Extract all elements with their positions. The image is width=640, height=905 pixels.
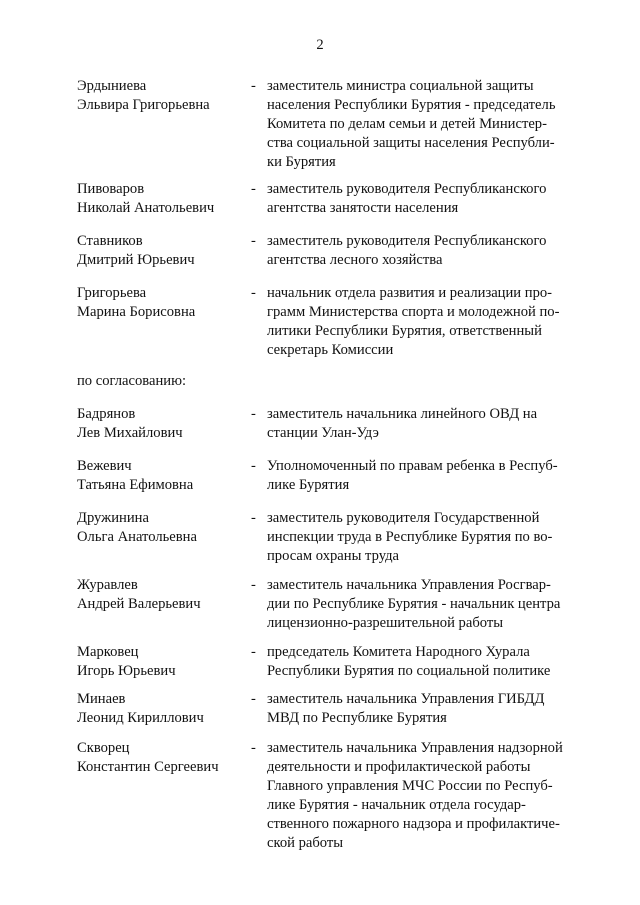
member-name [77, 405, 247, 443]
page-number: 2 [316, 37, 324, 53]
position-line: агентства занятости населения [267, 200, 459, 216]
member-name [77, 180, 247, 218]
position-line: агентства лесного хозяйства [267, 252, 443, 268]
member-name [77, 284, 247, 322]
section-label-by-agreement: по согласованию: [77, 373, 187, 389]
position-line: населения Республики Бурятия - председатель [267, 97, 556, 113]
position-line: председатель Комитета Народного Хурала [267, 644, 530, 660]
position-line: ской работы [267, 835, 344, 851]
member-given-names: Дмитрий Юрьевич [77, 252, 195, 268]
member-name [77, 643, 247, 681]
member-position [267, 690, 573, 728]
position-line: ственного пожарного надзора и профилактиче- [267, 816, 560, 832]
position-line: заместитель руководителя Государственной [267, 510, 540, 526]
member-name [77, 739, 247, 777]
member-name [77, 232, 247, 270]
position-line: заместитель министра социальной защиты [267, 78, 534, 94]
member-given-names: Игорь Юрьевич [77, 663, 176, 679]
dash-separator: - [251, 577, 256, 593]
member-surname: Григорьева [77, 285, 147, 301]
position-line: просам охраны труда [267, 548, 399, 564]
dash-separator: - [251, 510, 256, 526]
member-name [77, 77, 247, 115]
member-given-names: Андрей Валерьевич [77, 596, 201, 612]
dash-separator: - [251, 740, 256, 756]
member-name [77, 690, 247, 728]
position-line: ства социальной защиты населения Республи- [267, 135, 555, 151]
member-name [77, 576, 247, 614]
position-line: заместитель руководителя Республиканского [267, 233, 547, 249]
member-given-names: Николай Анатольевич [77, 200, 215, 216]
position-line: Уполномоченный по правам ребенка в Респуб- [267, 458, 558, 474]
position-line: лицензионно-разрешительной работы [267, 615, 504, 631]
dash-separator: - [251, 458, 256, 474]
dash-separator: - [251, 285, 256, 301]
position-line: начальник отдела развития и реализации про- [267, 285, 553, 301]
position-line: заместитель руководителя Республиканского [267, 181, 547, 197]
member-position [267, 284, 573, 360]
member-position [267, 180, 573, 218]
position-line: инспекции труда в Республике Бурятия по во- [267, 529, 553, 545]
position-line: грамм Министерства спорта и молодежной по- [267, 304, 560, 320]
dash-separator: - [251, 406, 256, 422]
member-given-names: Татьяна Ефимовна [77, 477, 194, 493]
position-line: МВД по Республике Бурятия [267, 710, 447, 726]
position-line: заместитель начальника Управления ГИБДД [267, 691, 545, 707]
position-line: секретарь Комиссии [267, 342, 394, 358]
member-position [267, 405, 573, 443]
member-surname: Дружинина [77, 510, 149, 526]
member-surname: Журавлев [77, 577, 138, 593]
member-position [267, 643, 573, 681]
member-surname: Ставников [77, 233, 143, 249]
member-surname: Эрдыниева [77, 78, 147, 94]
member-given-names: Константин Сергеевич [77, 759, 219, 775]
member-position [267, 457, 573, 495]
position-line: дии по Республике Бурятия - начальник центра [267, 596, 561, 612]
position-line: лике Бурятия - начальник отдела государ- [267, 797, 526, 813]
position-line: литики Республики Бурятия, ответственный [267, 323, 542, 339]
member-surname: Бадрянов [77, 406, 136, 422]
position-line: Главного управления МЧС России по Респуб- [267, 778, 553, 794]
member-surname: Вежевич [77, 458, 132, 474]
dash-separator: - [251, 233, 256, 249]
position-line: заместитель начальника Управления Росгвар- [267, 577, 551, 593]
position-line: лике Бурятия [267, 477, 350, 493]
dash-separator: - [251, 644, 256, 660]
member-surname: Минаев [77, 691, 126, 707]
member-position [267, 576, 573, 633]
dash-separator: - [251, 78, 256, 94]
member-given-names: Эльвира Григорьевна [77, 97, 210, 113]
position-line: заместитель начальника линейного ОВД на [267, 406, 538, 422]
member-given-names: Ольга Анатольевна [77, 529, 197, 545]
dash-separator: - [251, 691, 256, 707]
member-name [77, 509, 247, 547]
member-surname: Марковец [77, 644, 139, 660]
position-line: Комитета по делам семьи и детей Министер- [267, 116, 547, 132]
member-position [267, 739, 573, 853]
position-line: заместитель начальника Управления надзорной [267, 740, 563, 756]
member-name [77, 457, 247, 495]
position-line: ки Бурятия [267, 154, 336, 170]
member-surname: Пивоваров [77, 181, 145, 197]
member-position [267, 509, 573, 566]
position-line: деятельности и профилактической работы [267, 759, 531, 775]
member-surname: Скворец [77, 740, 130, 756]
member-position [267, 77, 573, 172]
position-line: станции Улан-Удэ [267, 425, 379, 441]
member-given-names: Леонид Кириллович [77, 710, 204, 726]
position-line: Республики Бурятия по социальной политике [267, 663, 551, 679]
dash-separator: - [251, 181, 256, 197]
member-given-names: Марина Борисовна [77, 304, 196, 320]
member-position [267, 232, 573, 270]
member-given-names: Лев Михайлович [77, 425, 183, 441]
